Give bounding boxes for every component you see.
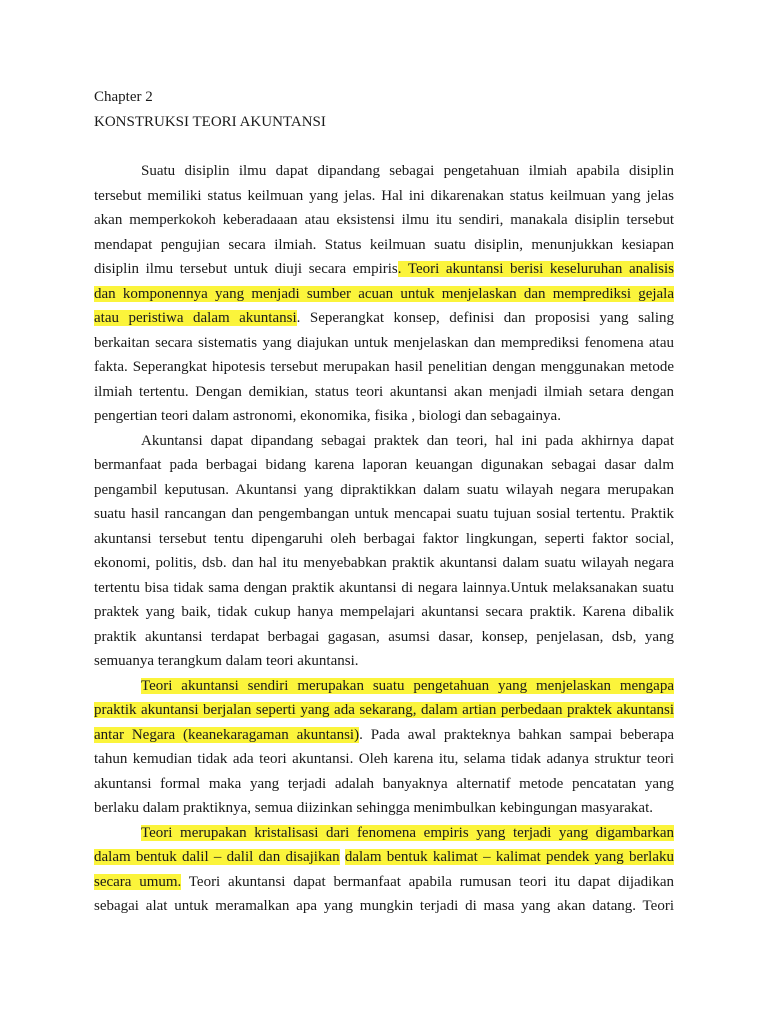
text-run: suatu hasil rancangan dan pengembangan untuk mencapai suatu tujuan sosial tertentu. Praktik xyxy=(94,506,674,522)
body-line xyxy=(141,822,674,844)
highlighted-text: Teori merupakan kristalisasi dari fenomena empiris yang terjadi yang digambarkan xyxy=(141,824,674,841)
chapter-label: Chapter 2 xyxy=(94,89,153,105)
text-run: tahun kemudian tidak ada teori akuntansi. Oleh karena itu, selama tidak adanya struktur teori xyxy=(94,751,674,767)
text-run: semuanya terangkum dalam teori akuntansi. xyxy=(94,653,359,669)
body-line xyxy=(94,724,674,746)
highlighted-text: antar Negara (keanekaragaman akuntansi) xyxy=(94,726,360,743)
body-line xyxy=(141,430,674,452)
body-line xyxy=(94,748,674,770)
text-run: mendapat pengujian secara ilmiah. Status keilmuan suatu disiplin, menunjukkan kesiapan xyxy=(94,236,674,253)
body-line xyxy=(94,307,674,329)
body-line xyxy=(94,209,674,231)
body-line xyxy=(94,552,674,574)
text-run: pengertian teori dalam astronomi, ekonomika, fisika , biologi dan sebagainya. xyxy=(94,408,561,424)
body-line xyxy=(94,773,674,795)
body-line xyxy=(94,871,674,893)
body-line xyxy=(94,846,674,868)
body-line xyxy=(94,356,674,378)
body-line xyxy=(94,479,674,501)
body-line xyxy=(94,283,674,305)
text-run: tertentu bisa tidak sama dengan praktik akuntansi di negara lainnya.Untuk melaksanakan suatu xyxy=(94,579,674,596)
body-line xyxy=(94,234,674,256)
body-line xyxy=(94,895,674,917)
body-line xyxy=(94,797,674,819)
highlighted-text: Teori akuntansi sendiri merupakan suatu pengetahuan yang menjelaskan mengapa xyxy=(141,677,674,694)
chapter-title: KONSTRUKSI TEORI AKUNTANSI xyxy=(94,114,326,130)
text-run: berlaku dalam praktiknya, semua diizinkan sehingga menimbulkan kebingungan masyarakat. xyxy=(94,800,653,816)
text-run: tersebut memiliki status keilmuan yang jelas. Hal ini dikarenakan status keilmuan yang jelas xyxy=(94,187,674,204)
highlighted-text: dan komponennya yang menjadi sumber acuan untuk menjelaskan dan memprediksi gejala xyxy=(94,285,674,302)
highlighted-text: praktik akuntansi berjalan seperti yang ada sekarang, dalam artian perbedaan praktek akuntansi xyxy=(94,702,674,718)
body-line xyxy=(94,528,674,550)
text-run: pengambil keputusan. Akuntansi yang dipraktikkan dalam suatu wilayah negara merupakan xyxy=(94,481,674,498)
body-line xyxy=(94,405,674,427)
text-run: ilmiah tertentu. Dengan demikian, status teori akuntansi akan menjadi ilmiah setara dengan xyxy=(94,383,674,400)
text-run: fakta. Seperangkat hipotesis tersebut merupakan hasil penelitian dengan menggunakan metode xyxy=(94,359,674,375)
text-run: . Seperangkat konsep, definisi dan proposisi yang saling xyxy=(296,310,674,326)
text-run: sebagai alat untuk meramalkan apa yang mungkin terjadi di masa yang akan datang. Teori xyxy=(94,898,674,914)
text-run: akuntansi formal maka yang terjadi adalah banyaknya alternatif metode pencatatan yang xyxy=(94,775,674,792)
text-run: Akuntansi dapat dipandang sebagai praktek dan teori, hal ini pada akhirnya dapat xyxy=(141,432,674,449)
text-run: disiplin ilmu tersebut untuk diuji secara empiris xyxy=(94,261,398,277)
body-line xyxy=(94,381,674,403)
body-line xyxy=(94,454,674,476)
text-run: praktik akuntansi terdapat berbagai gagasan, asumsi dasar, konsep, penjelasan, dsb, yang xyxy=(94,628,674,645)
body-line xyxy=(141,675,674,697)
text-run: ekonomi, politis, dsb. dan hal itu menyebabkan praktik akuntansi dalam suatu wilayah negara xyxy=(94,555,674,571)
text-run: akan memperkokoh keberadaaan atau eksistensi ilmu itu sendiri, manakala disiplin tersebut xyxy=(94,212,674,228)
text-run: akuntansi tersebut tentu dipengaruhi oleh berbagai faktor lingkungan, seperti faktor social, xyxy=(94,530,674,547)
body-line xyxy=(141,160,674,182)
body-line xyxy=(94,185,674,207)
body-line xyxy=(94,577,674,599)
highlighted-text: . Teori akuntansi berisi keseluruhan analisis xyxy=(397,261,674,277)
highlighted-text: dalam bentuk kalimat – kalimat pendek yang berlaku xyxy=(344,849,674,865)
text-run: . Pada awal prakteknya bahkan sampai beberapa xyxy=(359,726,674,743)
text-run: bermanfaat pada berbagai bidang karena laporan keuangan digunakan sebagai dasar dalm xyxy=(94,457,674,473)
highlighted-text: atau peristiwa dalam akuntansi xyxy=(94,310,297,326)
body-line xyxy=(94,699,674,721)
text-run: berkaitan secara sistematis yang diajukan untuk menjelaskan dan memprediksi fenomena atau xyxy=(94,334,674,351)
body-line xyxy=(94,650,674,672)
body-line xyxy=(94,626,674,648)
body-line xyxy=(94,258,674,280)
text-run: praktek yang baik, tidak cukup hanya mempelajari akuntansi secara praktik. Karena dibalik xyxy=(94,604,674,620)
body-line xyxy=(94,601,674,623)
body-line xyxy=(94,503,674,525)
text-run: Suatu disiplin ilmu dapat dipandang sebagai pengetahuan ilmiah apabila disiplin xyxy=(141,163,674,179)
body-line xyxy=(94,332,674,354)
text-run: Teori akuntansi dapat bermanfaat apabila rumusan teori itu dapat dijadikan xyxy=(181,873,674,890)
highlighted-text: dalam bentuk dalil – dalil dan disajikan xyxy=(94,849,340,865)
highlighted-text: secara umum. xyxy=(94,873,182,890)
